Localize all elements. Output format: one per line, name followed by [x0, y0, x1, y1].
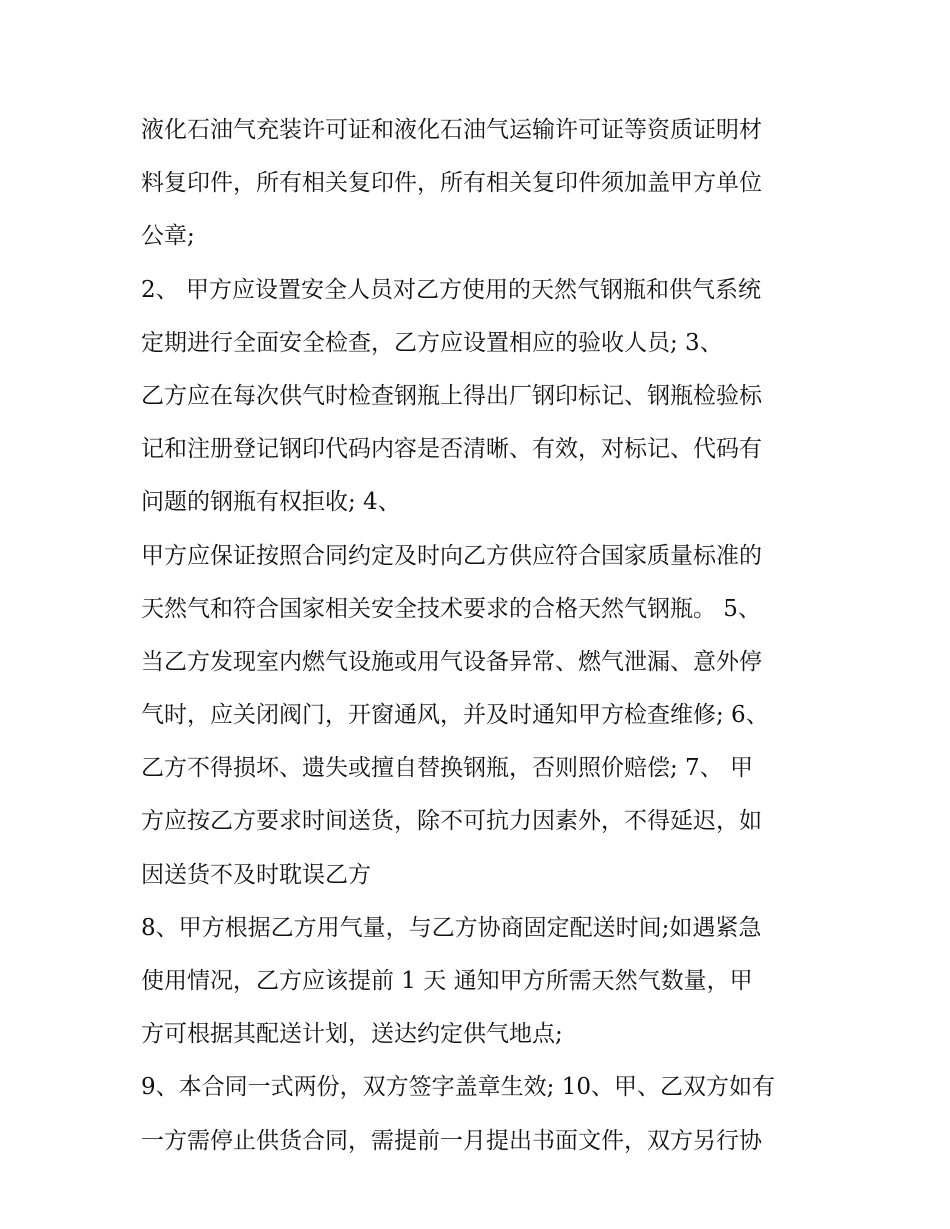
text-line: 液化石油气充装许可证和液化石油气运输许可证等资质证明材 — [141, 117, 762, 143]
text-line: 方应按乙方要求时间送货，除不可抗力因素外，不得延迟，如 — [141, 808, 762, 835]
document-body — [141, 104, 821, 1168]
text-line: 记和注册登记钢印代码内容是否清晰、有效，对标记、代码有 — [141, 436, 762, 463]
text-line: 9、本合同一式两份，双方签字盖章生效; 10、甲、乙双方如有 — [141, 1074, 775, 1101]
text-line: 当乙方发现室内燃气设施或用气设备异常、燃气泄漏、意外停 — [141, 648, 762, 675]
text-line: 使用情况，乙方应该提前 1 天 通知甲方所需天然气数量，甲 — [141, 968, 753, 994]
text-line: 天然气和符合国家相关安全技术要求的合格天然气钢瓶。 5、 — [141, 595, 761, 622]
text-line: 料复印件，所有相关复印件，所有相关复印件须加盖甲方单位 — [141, 170, 762, 197]
text-line: 方可根据其配送计划，送达约定供气地点; — [141, 1021, 563, 1048]
text-line: 因送货不及时耽误乙方 — [141, 861, 371, 888]
text-line: 定期进行全面安全检查，乙方应设置相应的验收人员; 3、 — [141, 329, 723, 356]
text-line: 甲方应保证按照合同约定及时向乙方供应符合国家质量标准的 — [141, 542, 762, 569]
text-line: 一方需停止供货合同，需提前一月提出书面文件，双方另行协 — [141, 1127, 762, 1154]
text-line: 乙方不得损坏、遗失或擅自替换钢瓶，否则照价赔偿; 7、 甲 — [141, 755, 754, 782]
text-line: 8、甲方根据乙方用气量，与乙方协商固定配送时间;如遇紧急 — [141, 914, 762, 941]
text-line: 问题的钢瓶有权拒收; 4、 — [141, 489, 401, 516]
text-line: 气时，应关闭阀门，开窗通风，并及时通知甲方检查维修; 6、 — [141, 702, 769, 729]
text-line: 公章; — [141, 223, 195, 250]
text-line: 乙方应在每次供气时检查钢瓶上得出厂钢印标记、钢瓶检验标 — [141, 382, 762, 409]
text-line: 2、 甲方应设置安全人员对乙方使用的天然气钢瓶和供气系统 — [141, 276, 761, 303]
